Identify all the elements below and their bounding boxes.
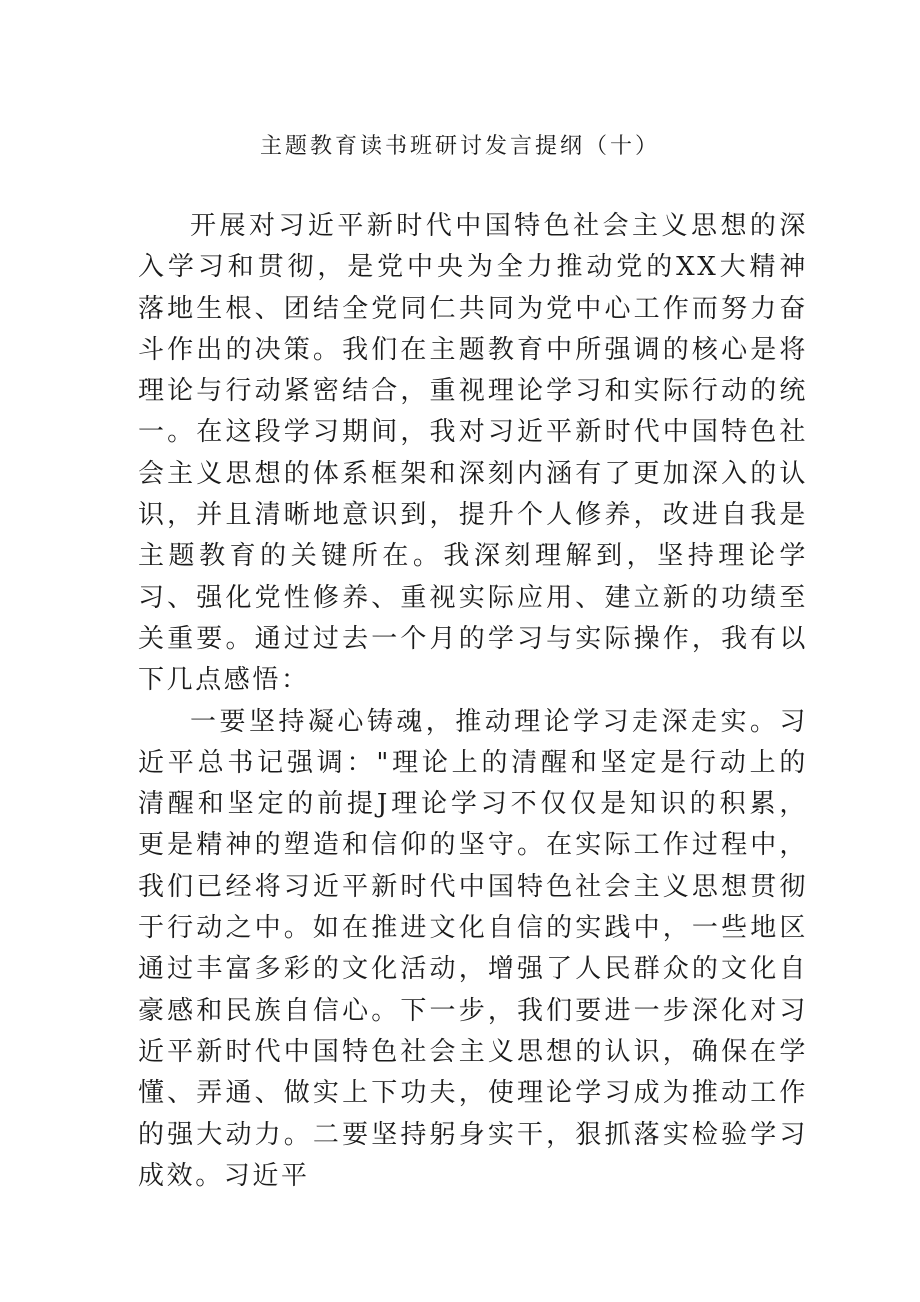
paragraph-intro: 开展对习近平新时代中国特色社会主义思想的深入学习和贯彻，是党中央为全力推动党的XX大精神落地生根、团结全党同仁共同为党中心工作而努力奋斗作出的决策。我们在主题教育中所强调的核心是将理论与行动紧密结合，重视理论学习和实际行动的统一。在这段学习期间，我对习近平新时代中国特色社会主义思想的体系框架和深刻内涵有了更加深入的认识，并且清晰地意识到，提升个人修养，改进自我是主题教育的关键所在。我深刻理解到，坚持理论学习、强化党性修养、重视实际应用、建立新的功绩至关重要。通过过去一个月的学习与实际操作，我有以下几点感悟： (138, 211, 808, 696)
paragraph-point-one: 一要坚持凝心铸魂，推动理论学习走深走实。习近平总书记强调："理论上的清醒和坚定是行动上的清醒和坚定的前提J理论学习不仅仅是知识的积累，更是精神的塑造和信仰的坚守。在实际工作过程中，我们已经将习近平新时代中国特色社会主义思想贯彻于行动之中。如在推进文化自信的实践中，一些地区通过丰富多彩的文化活动，增强了人民群众的文化自豪感和民族自信心。下一步，我们要进一步深化对习近平新时代中国特色社会主义思想的认识，确保在学懂、弄通、做实上下功夫，使理论学习成为推动工作的强大动力。二要坚持躬身实干，狠抓落实检验学习成效。习近平 (138, 706, 808, 1191)
document-title: 主题教育读书班研讨发言提纲（十） (259, 134, 660, 159)
document-body (138, 206, 808, 1197)
